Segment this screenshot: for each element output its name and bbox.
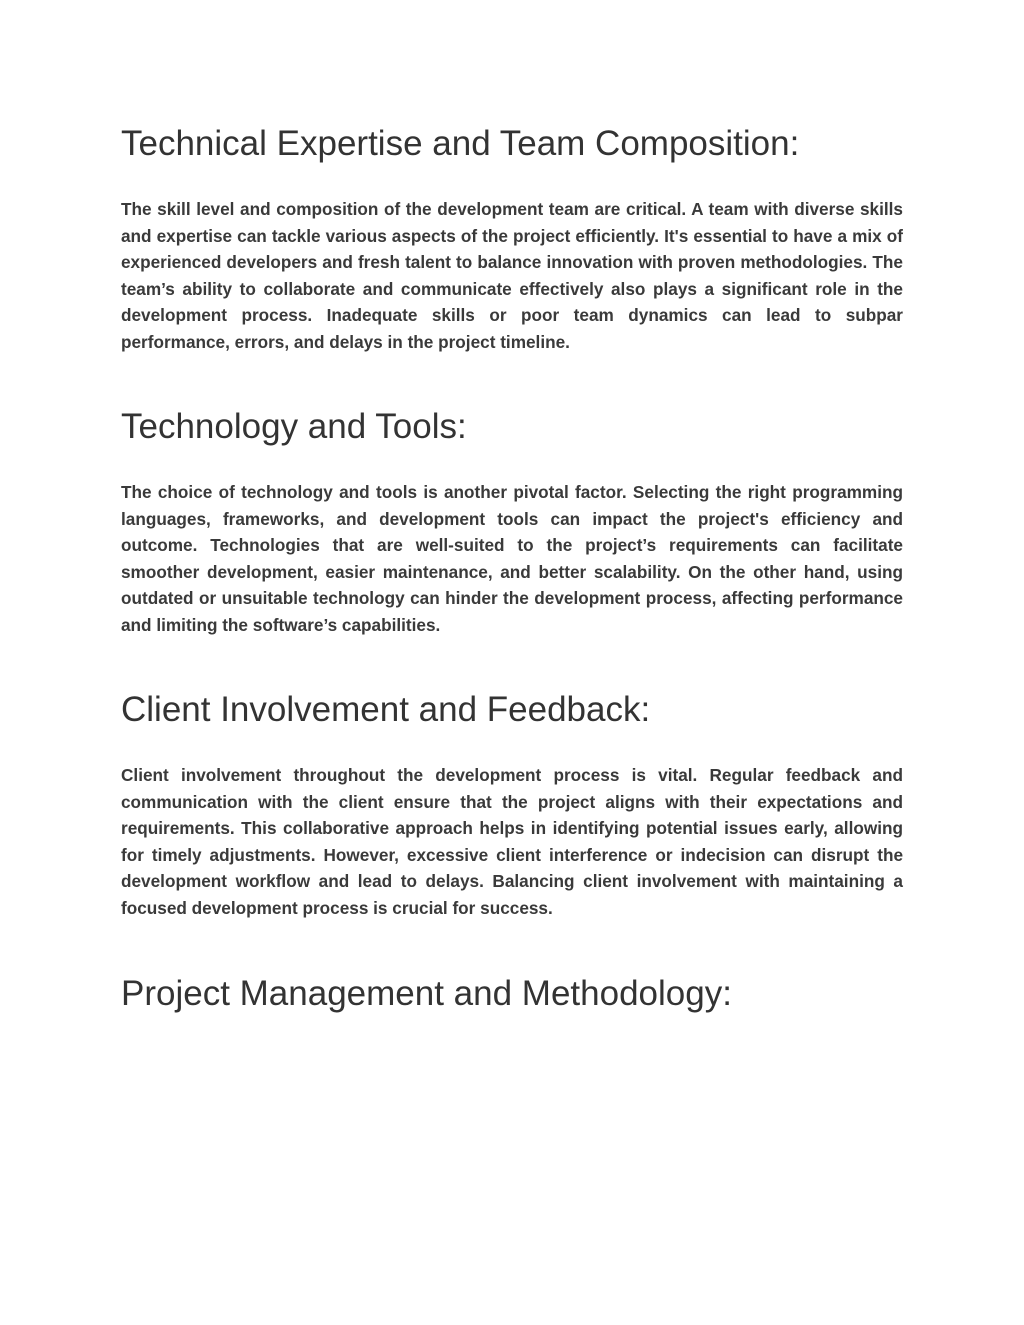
section-heading: Client Involvement and Feedback:	[121, 690, 651, 729]
section-technical-expertise	[121, 124, 903, 356]
section-heading: Project Management and Methodology:	[121, 974, 732, 1013]
section-paragraph: The skill level and composition of the development team are critical. A team with diverse skills and expertise can tackle various aspects of the project efficiently. It's essential to have a mix of experienced developers and fresh talent to balance innovation with proven methodologies. The team’s ability to collaborate and communicate effectively also plays a significant role in the development process. Inadequate skills or poor team dynamics can lead to subpar performance, errors, and delays in the project timeline.	[121, 199, 903, 352]
section-project-management	[121, 974, 903, 1014]
section-paragraph: Client involvement throughout the development process is vital. Regular feedback and communication with the client ensure that the project aligns with their expectations and requirements. This collaborative approach helps in identifying potential issues early, allowing for timely adjustments. However, excessive client interference or indecision can disrupt the development workflow and lead to delays. Balancing client involvement with maintaining a focused development process is crucial for success.	[121, 765, 903, 918]
section-client-involvement	[121, 690, 903, 922]
section-paragraph: The choice of technology and tools is another pivotal factor. Selecting the right programming languages, frameworks, and development tools can impact the project's efficiency and outcome. Technologies that are well-suited to the project’s requirements can facilitate smoother development, easier maintenance, and better scalability. On the other hand, using outdated or unsuitable technology can hinder the development process, affecting performance and limiting the software’s capabilities.	[121, 482, 903, 635]
section-heading: Technical Expertise and Team Composition:	[121, 124, 800, 163]
section-technology-tools	[121, 407, 903, 639]
section-heading: Technology and Tools:	[121, 407, 467, 446]
